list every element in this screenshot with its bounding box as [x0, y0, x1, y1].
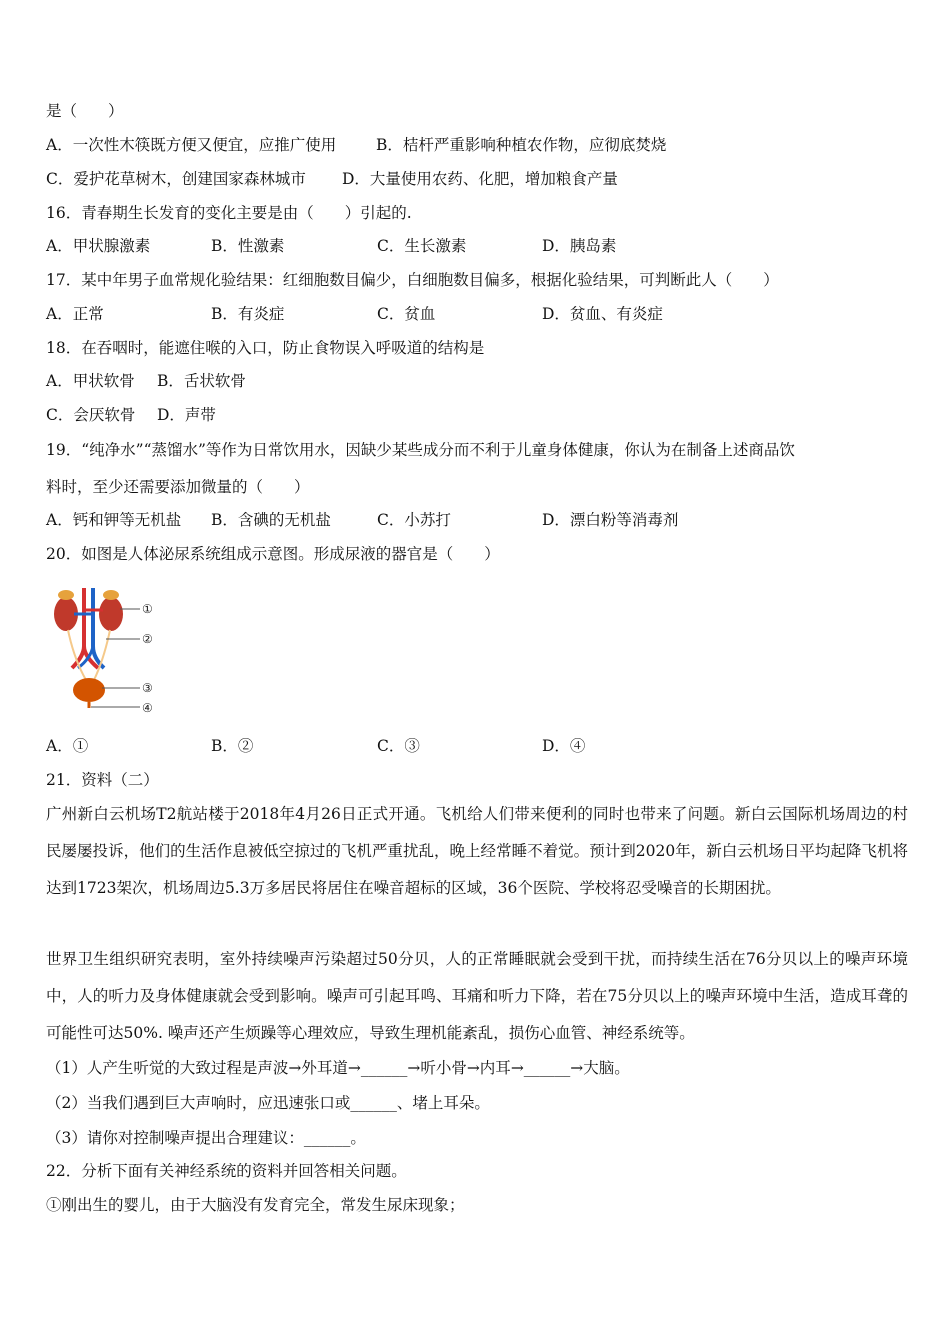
- q22-stem: 22．分析下面有关神经系统的资料并回答相关问题。: [46, 1162, 407, 1180]
- q17-option-b[interactable]: B．有炎症: [211, 305, 285, 323]
- q18-option-c[interactable]: C．会厌软骨: [46, 406, 136, 424]
- q19-stem-line2: 料时，至少还需要添加微量的（ ）: [46, 478, 310, 496]
- q21-paragraph-1: 广州新白云机场T2航站楼于2018年4月26日正式开通。飞机给人们带来便利的同时也带来了问题。新白云国际机场周边的村民屡屡投诉，他们的生活作息被低空掠过的飞机严重扰乱，晚上经常睡不着觉。预计到2020年，新白云机场日平均起降飞机将达到1723架次，机场周边5.3万多居民将居住在噪音超标的区域，36个医院、学校将忍受噪音的长期困扰。: [46, 805, 908, 897]
- aorta: [72, 588, 84, 668]
- q18-stem: 18．在吞咽时，能遮住喉的入口，防止食物误入呼吸道的结构是: [46, 339, 485, 357]
- q15-options-row1: [46, 135, 906, 155]
- q15-stem-tail: 是（ ）: [46, 102, 124, 120]
- q20-option-a[interactable]: A．①: [46, 737, 89, 755]
- q19-option-d[interactable]: D．漂白粉等消毒剂: [542, 511, 679, 529]
- q16-option-d[interactable]: D．胰岛素: [542, 237, 617, 255]
- q18-options-row2: [46, 405, 446, 425]
- q17-options: [46, 304, 906, 324]
- q17-stem: 17．某中年男子血常规化验结果：红细胞数目偏少，白细胞数目偏多，根据化验结果，可判断此人（ ）: [46, 271, 779, 289]
- q19-stem-line1: 19．“纯净水”“蒸馏水”等作为日常饮用水，因缺少某些成分而不利于儿童身体健康，你认为在制备上述商品饮: [46, 441, 795, 459]
- diagram-label-4: ④: [142, 701, 153, 715]
- right-adrenal: [103, 590, 119, 600]
- q20-stem: 20．如图是人体泌尿系统组成示意图。形成尿液的器官是（ ）: [46, 545, 500, 563]
- left-adrenal: [58, 590, 74, 600]
- q19-options: [46, 510, 906, 530]
- q15-option-c[interactable]: C．爱护花草树木，创建国家森林城市: [46, 170, 306, 188]
- q20-options: [46, 736, 906, 756]
- q18-option-a[interactable]: A．甲状软骨: [46, 372, 135, 390]
- q16-stem: 16．青春期生长发育的变化主要是由（ ）引起的.: [46, 204, 412, 222]
- q20-option-b[interactable]: B．②: [211, 737, 254, 755]
- q18-option-b[interactable]: B．舌状软骨: [157, 372, 246, 390]
- q21-paragraph-2: 世界卫生组织研究表明，室外持续噪声污染超过50分贝，人的正常睡眠就会受到干扰，而持续生活在76分贝以上的噪声环境中，人的听力及身体健康就会受到影响。噪声可引起耳鸣、耳痛和听力下降，若在75分贝以上的噪声环境中生活，造成耳聋的可能性可达50%. 噪声还产生烦躁等心理效应，导致生理机能紊乱，损伤心血管、神经系统等。: [46, 950, 908, 1042]
- q19-option-a[interactable]: A．钙和钾等无机盐: [46, 511, 182, 529]
- q16-option-c[interactable]: C．生长激素: [377, 237, 467, 255]
- q17-option-a[interactable]: A．正常: [46, 305, 104, 323]
- q22-item-1: ①刚出生的婴儿，由于大脑没有发育完全，常发生尿床现象；: [46, 1196, 465, 1214]
- q18-options-row1: [46, 371, 446, 391]
- q21-subquestion-1: （1）人产生听觉的大致过程是声波→外耳道→______→听小骨→内耳→______→大脑。: [46, 1059, 630, 1077]
- q16-option-a[interactable]: A．甲状腺激素: [46, 237, 151, 255]
- q15-option-a[interactable]: A．一次性木筷既方便又便宜，应推广使用: [46, 136, 337, 154]
- q15-options-row2: [46, 169, 906, 189]
- diagram-label-1: ①: [142, 602, 153, 616]
- q20-option-d[interactable]: D．④: [542, 737, 586, 755]
- q15-option-b[interactable]: B．桔杆严重影响种植农作物，应彻底焚烧: [376, 136, 667, 154]
- bladder: [73, 678, 105, 702]
- q20-option-c[interactable]: C．③: [377, 737, 420, 755]
- urinary-system-diagram: [44, 584, 164, 718]
- diagram-label-3: ③: [142, 681, 153, 695]
- q16-options: [46, 236, 906, 256]
- right-kidney: [99, 597, 123, 631]
- diagram-label-2: ②: [142, 632, 153, 646]
- q15-option-d[interactable]: D．大量使用农药、化肥，增加粮食产量: [342, 170, 618, 188]
- q21-title: 21．资料（二）: [46, 771, 159, 789]
- q18-option-d[interactable]: D．声带: [157, 406, 216, 424]
- q17-option-d[interactable]: D．贫血、有炎症: [542, 305, 663, 323]
- q21-subquestion-3: （3）请你对控制噪声提出合理建议：______。: [46, 1129, 366, 1147]
- q17-option-c[interactable]: C．贫血: [377, 305, 436, 323]
- q19-option-c[interactable]: C．小苏打: [377, 511, 451, 529]
- q21-subquestion-2: （2）当我们遇到巨大声响时，应迅速张口或______、堵上耳朵。: [46, 1094, 490, 1112]
- q19-option-b[interactable]: B．含碘的无机盐: [211, 511, 331, 529]
- q16-option-b[interactable]: B．性激素: [211, 237, 285, 255]
